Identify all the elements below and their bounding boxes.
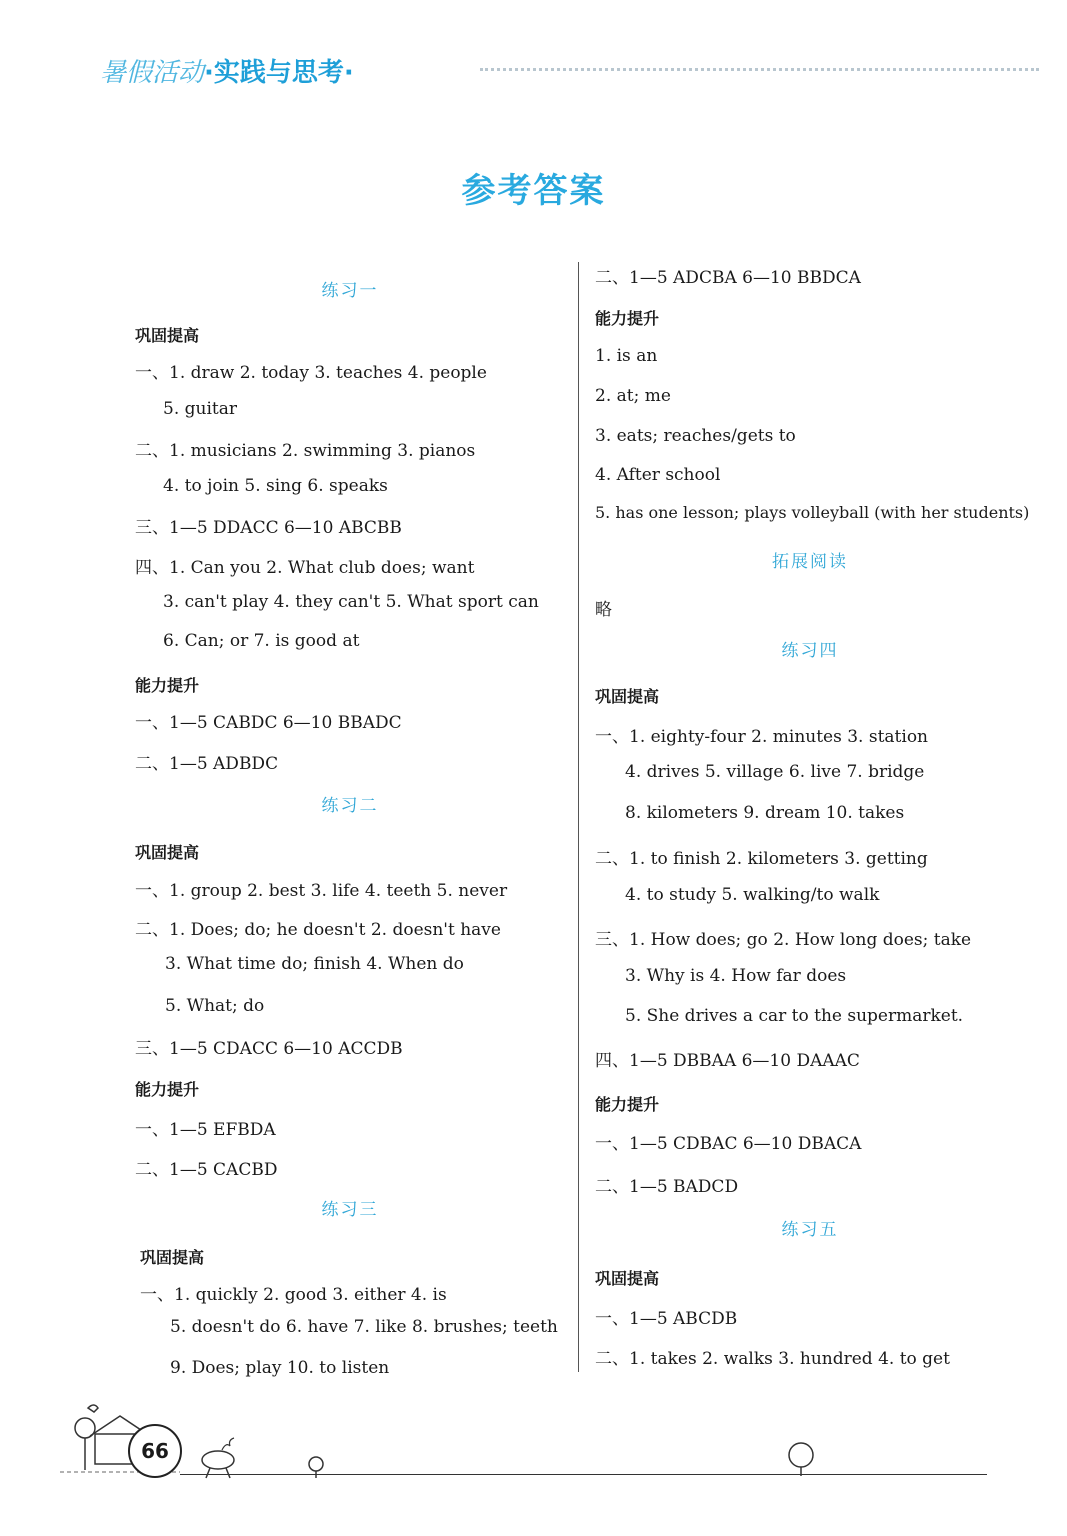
answer-line: 3. eats; reaches/gets to: [595, 426, 796, 446]
subsection-consolidate: 巩固提高: [135, 326, 200, 345]
answer-line: 2. at; me: [595, 386, 671, 406]
answer-line: 一、1—5 CABDC 6—10 BBADC: [135, 713, 402, 733]
answer-line: 5. has one lesson; plays volleyball (with her students): [595, 503, 1030, 522]
answer-line: 3. What time do; finish 4. When do: [165, 954, 464, 974]
subsection-improve: 能力提升: [595, 1095, 660, 1114]
answer-line: 一、1. group 2. best 3. life 4. teeth 5. never: [135, 881, 508, 901]
answer-line: 4. drives 5. village 6. live 7. bridge: [625, 762, 925, 782]
answer-line: 9. Does; play 10. to listen: [170, 1358, 390, 1378]
answer-line: 四、1. Can you 2. What club does; want: [135, 558, 475, 578]
answer-line: 二、1. Does; do; he doesn't 2. doesn't have: [135, 920, 501, 940]
answer-line: 略: [595, 600, 612, 620]
answer-line: 8. kilometers 9. dream 10. takes: [625, 803, 905, 823]
answer-line: 一、1—5 ABCDB: [595, 1309, 738, 1329]
section-title-1: 练习一: [321, 281, 379, 301]
answer-line: 一、1. draw 2. today 3. teaches 4. people: [135, 363, 487, 383]
header-dotted-rule: [480, 68, 1039, 71]
answer-line: 6. Can; or 7. is good at: [163, 631, 360, 651]
page-number-badge: 66: [128, 1424, 182, 1478]
subsection-improve: 能力提升: [135, 1080, 200, 1099]
answer-line: 4. After school: [595, 465, 721, 485]
answer-line: 5. doesn't do 6. have 7. like 8. brushes; teeth: [170, 1317, 558, 1337]
tree-icon: [784, 1442, 818, 1478]
answer-line: 5. She drives a car to the supermarket.: [625, 1006, 964, 1026]
grill-illustration-icon: [196, 1436, 246, 1481]
answer-line: 二、1—5 ADBDC: [135, 754, 279, 774]
answer-line: 一、1. eighty-four 2. minutes 3. station: [595, 727, 929, 747]
answer-line: 4. to join 5. sing 6. speaks: [163, 476, 388, 496]
answer-line: 二、1—5 CACBD: [135, 1160, 278, 1180]
answer-line: 二、1—5 BADCD: [595, 1177, 739, 1197]
footer-rule: [180, 1474, 987, 1475]
answer-line: 三、1—5 DDACC 6—10 ABCBB: [135, 518, 402, 538]
subsection-improve: 能力提升: [135, 676, 200, 695]
page-title: 参考答案: [461, 171, 606, 211]
answer-line: 3. Why is 4. How far does: [625, 966, 847, 986]
answer-line: 一、1—5 CDBAC 6—10 DBACA: [595, 1134, 862, 1154]
answer-line: 二、1. takes 2. walks 3. hundred 4. to get: [595, 1349, 950, 1369]
answer-line: 4. to study 5. walking/to walk: [625, 885, 880, 905]
answer-line: 一、1. quickly 2. good 3. either 4. is: [140, 1285, 447, 1305]
answer-line: 三、1. How does; go 2. How long does; take: [595, 930, 972, 950]
answer-line: 5. guitar: [163, 399, 237, 419]
answer-line: 二、1. musicians 2. swimming 3. pianos: [135, 441, 476, 461]
subsection-consolidate: 巩固提高: [595, 1269, 660, 1288]
answer-line: 三、1—5 CDACC 6—10 ACCDB: [135, 1039, 403, 1059]
answer-line: 二、1—5 ADCBA 6—10 BBDCA: [595, 268, 861, 288]
answer-line: 二、1. to finish 2. kilometers 3. getting: [595, 849, 928, 869]
header-part-a: 暑假活动: [100, 58, 205, 88]
answer-line: 3. can't play 4. they can't 5. What sport can: [163, 592, 539, 612]
column-divider: [578, 262, 579, 1372]
answer-line: 四、1—5 DBBAA 6—10 DAAAC: [595, 1051, 860, 1071]
book-series-header: [100, 52, 354, 89]
section-title-extended-reading: 拓展阅读: [772, 552, 848, 572]
subsection-improve: 能力提升: [595, 309, 660, 328]
header-part-b: ·实践与思考·: [204, 58, 354, 88]
small-tree-icon: [304, 1456, 328, 1480]
answer-line: 1. is an: [595, 346, 658, 366]
subsection-consolidate: 巩固提高: [595, 687, 660, 706]
section-title-3: 练习三: [321, 1200, 379, 1220]
answer-line: 5. What; do: [165, 996, 265, 1016]
section-title-2: 练习二: [321, 796, 379, 816]
subsection-consolidate: 巩固提高: [135, 843, 200, 862]
subsection-consolidate: 巩固提高: [140, 1248, 205, 1267]
answer-line: 一、1—5 EFBDA: [135, 1120, 276, 1140]
section-title-5: 练习五: [781, 1220, 839, 1240]
section-title-4: 练习四: [781, 641, 839, 661]
